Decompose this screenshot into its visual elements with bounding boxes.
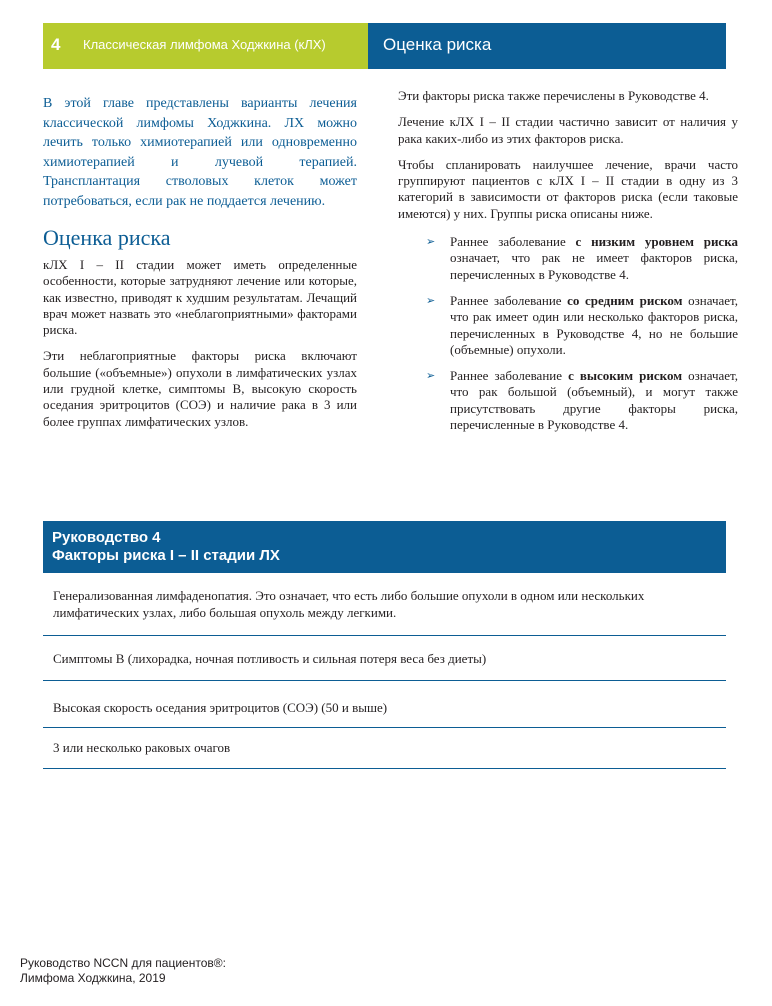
arrow-bullet-icon: ➢	[426, 235, 436, 249]
section-title: Оценка риска	[383, 35, 492, 54]
risk-groups-list	[398, 234, 738, 433]
left-paragraph-1: кЛХ I – II стадии может иметь определенные особенности, которые затрудняют лечение или которые, как известно, приводят к худшим результатам. Лечащий врач может назвать это «неблагоприятными» факторами риска.	[43, 257, 357, 338]
guide-table	[43, 577, 726, 769]
arrow-bullet-icon: ➢	[426, 293, 436, 307]
list-item: ➢ Раннее заболевание со средним риском означает, что рак имеет один или несколько факторов риска, перечисленных в Руководстве 4, но не большие (объемные) опухоли.	[426, 292, 738, 357]
footer-line-1: Руководство NCCN для пациентов®:	[20, 956, 226, 970]
list-item: ➢ Раннее заболевание с высоким риском означает, что рак большой (объемный), и могут также присутствовать другие факторы риска, перечисленные в Руководстве 4.	[426, 368, 739, 433]
guide-header	[43, 521, 726, 573]
list-item: ➢ Раннее заболевание с низким уровнем риска означает, что рак не имеет факторов риска, перечисленных в Руководстве 4.	[426, 234, 738, 282]
footer-line-2: Лимфома Ходжкина, 2019	[20, 971, 166, 985]
table-row: Высокая скорость оседания эритроцитов (СОЭ) (50 и выше)	[43, 681, 726, 728]
risk-heading: Оценка риска	[43, 225, 171, 250]
right-paragraph-3: Чтобы спланировать наилучшее лечение, врачи часто группируют пациентов с кЛХ I – II стадии в одну из 3 категорий в зависимости от факторов риска (если таковые имеются) у них. Группы риска описаны ниже.	[398, 156, 738, 221]
left-paragraph-2: Эти неблагоприятные факторы риска включают большие («объемные») опухоли в лимфатических узлах или грудной клетке, симптомы В, высокую скорость оседания эритроцитов (СОЭ) и наличие рака в 3 или более группах лимфатических узлов.	[43, 348, 357, 429]
table-row: Симптомы В (лихорадка, ночная потливость и сильная потеря веса без диеты)	[43, 636, 726, 681]
table-row: Генерализованная лимфаденопатия. Это означает, что есть либо большие опухоли в одном или нескольких лимфатических узлах, либо большая опухоль между легкими.	[43, 577, 726, 636]
guide-title: Руководство 4 Факторы риска I – II стадии ЛХ	[52, 529, 280, 564]
arrow-bullet-icon: ➢	[426, 369, 436, 383]
chapter-header-bar	[43, 23, 368, 69]
section-header-bar	[368, 23, 726, 69]
chapter-title: Классическая лимфома Ходжкина (кЛХ)	[83, 37, 326, 52]
chapter-number: 4	[51, 35, 61, 54]
table-row: 3 или несколько раковых очагов	[43, 728, 726, 769]
right-paragraph-1: Эти факторы риска также перечислены в Руководстве 4.	[398, 88, 709, 103]
right-paragraph-2: Лечение кЛХ I – II стадии частично зависит от наличия у рака каких-либо из этих факторов риска.	[398, 114, 738, 146]
footer	[20, 956, 226, 986]
left-column	[43, 94, 357, 430]
right-column	[398, 88, 738, 443]
intro-paragraph: В этой главе представлены варианты лечения классической лимфомы Ходжкина. ЛХ можно лечить только химиотерапией или одновременно химиотерапией и лучевой терапией. Трансплантация стволовых клеток может потребоваться, если рак не поддается лечению.	[43, 96, 357, 209]
